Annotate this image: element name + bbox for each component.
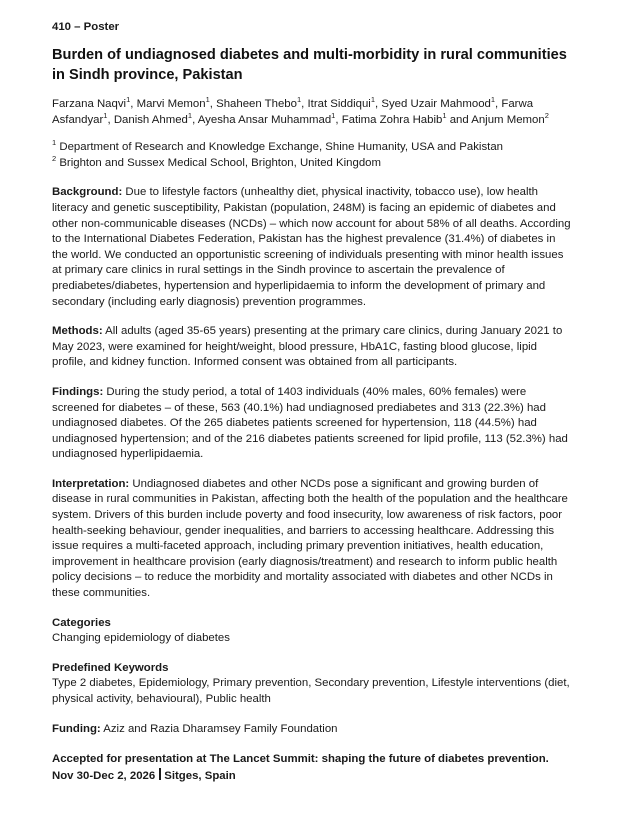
author-name: Fatima Zohra Habib (341, 113, 443, 126)
funding-label: Funding: (52, 722, 101, 735)
findings-label: Findings: (52, 385, 104, 398)
funding-value: Aziz and Razia Dharamsey Family Foundation (100, 722, 338, 735)
author-separator: , (209, 98, 217, 110)
author-name: Itrat Siddiqui (307, 98, 371, 110)
author-affiliation: 1 (331, 110, 336, 120)
author-separator: , (301, 98, 308, 110)
interpretation-label: Interpretation: (52, 477, 130, 490)
categories-value: Changing epidemiology of diabetes (52, 632, 230, 645)
funding-section (52, 722, 572, 738)
author-name: Marvi Memon (136, 98, 206, 110)
author-affiliation: 1 (490, 95, 496, 105)
author-affiliation: 1 (103, 110, 108, 120)
affiliation-1 (52, 140, 572, 156)
abstract-title: Burden of undiagnosed diabetes and multi-morbidity in rural communities in Sindh province, Pakistan (52, 47, 567, 83)
author-name: Farzana Naqvi (52, 98, 127, 110)
author-name: Anjum Memon (471, 113, 545, 126)
interpretation-section (52, 477, 572, 602)
separator-bar (159, 768, 161, 780)
author-name: Farwa Asfandyar (52, 98, 534, 126)
background-section (52, 185, 572, 310)
author-affiliation: 1 (205, 95, 210, 105)
acceptance-note (52, 752, 572, 784)
affiliation-list (52, 140, 572, 171)
event-dates: Nov 30-Dec 2, 2026 (52, 769, 156, 782)
background-text: Due to lifestyle factors (unhealthy diet, physical inactivity, tobacco use), low health literacy and genetic susceptibility, Pakistan (population, 248M) is facing an epidemic of diabetes and other non-communicable diseases (NCDs) – which now account for about 58% of all deaths. According to the International Diabetes Federation, Pakistan has the highest prevalence (31.4%) of diabetes in the world. We conducted an opportunistic screening of individuals presenting with minor health issues at primary care clinics in rural settings in the Sindh province to ascertain the prevalence of prediabetes/diabetes, hypertension and hyperlipidaemia to inform the development of primary and secondary (including early diagnosis) prevention programmes. (52, 186, 571, 308)
affiliation-number: 1 (52, 138, 57, 148)
categories-heading: Categories (52, 616, 111, 629)
author-name: Shaheen Thebo (216, 98, 297, 110)
author-separator: , (130, 98, 137, 110)
author-affiliation: 1 (370, 95, 375, 105)
keywords-value: Type 2 diabetes, Epidemiology, Primary prevention, Secondary prevention, Lifestyle interventions (diet, physical activity, behavioural), Public health (52, 677, 570, 705)
keywords-heading: Predefined Keywords (52, 661, 169, 674)
author-name: Danish Ahmed (113, 113, 188, 126)
event-location: Sitges, Spain (164, 769, 236, 782)
findings-text: During the study period, a total of 1403 individuals (40% males, 60% females) were screened for diabetes – of these, 563 (40.1%) had undiagnosed prediabetes and 313 (22.3%) had undiagnosed diabetes. Of the 265 diabetes patients screened for hypertension, 118 (44.5%) had undiagnosed hypertension; and of the 216 diabetes patients screened for lipid profile, 113 (52.3%) had undiagnosed hyperlipidaemia. (52, 385, 568, 461)
methods-text: All adults (aged 35-65 years) presenting at the primary care clinics, during January 2021 to May 2023, were examined for height/weight, blood pressure, HbA1C, fasting blood glucose, lipid profile, and kidney function. Informed consent was obtained from all participants. (52, 325, 563, 369)
author-list (52, 97, 572, 128)
author-separator: , (192, 113, 198, 126)
author-separator: , (375, 98, 382, 110)
categories-section (52, 616, 572, 647)
affiliation-text: Brighton and Sussex Medical School, Brighton, United Kingdom (56, 156, 381, 169)
poster-number: 410 – Poster (52, 21, 120, 33)
author-name: Ayesha Ansar Muhammad (197, 113, 332, 126)
author-affiliation: 1 (296, 95, 302, 105)
methods-label: Methods: (52, 325, 103, 338)
event-details (52, 768, 572, 785)
abstract-page (52, 20, 572, 784)
author-affiliation: 1 (187, 110, 193, 120)
author-separator: , (107, 113, 114, 126)
author-affiliation: 1 (126, 95, 131, 105)
author-affiliation: 1 (442, 110, 447, 120)
interpretation-text: Undiagnosed diabetes and other NCDs pose a significant and growing burden of disease in rural communities in Pakistan, affecting both the health of the population and the healthcare system. Drivers of this burden include poverty and food insecurity, low awareness of risk factors, poor health-seeking behaviour, gender inequalities, and barriers to accessing healthcare. Addressing this issue requires a multi-faceted approach, including primary prevention initiatives, health education, improvement in healthcare provision (early diagnosis/treatment) and research to inform public health policy decisions – to reduce the morbidity and mortality associated with diabetes and other NCDs in these communities. (52, 477, 568, 600)
background-label: Background: (52, 186, 123, 199)
affiliation-number: 2 (52, 153, 57, 163)
keywords-section (52, 661, 572, 708)
author-separator: , (495, 98, 502, 110)
author-affiliation: 2 (544, 110, 549, 120)
acceptance-line: Accepted for presentation at The Lancet Summit: shaping the future of diabetes prevention. (52, 753, 549, 766)
affiliation-text: Department of Research and Knowledge Exchange, Shine Humanity, USA and Pakistan (56, 141, 503, 154)
author-separator: , (335, 113, 342, 126)
methods-section (52, 324, 572, 371)
affiliation-2 (52, 153, 572, 172)
author-separator: and (446, 113, 472, 126)
author-name: Syed Uzair Mahmood (381, 98, 491, 110)
findings-section (52, 385, 572, 463)
